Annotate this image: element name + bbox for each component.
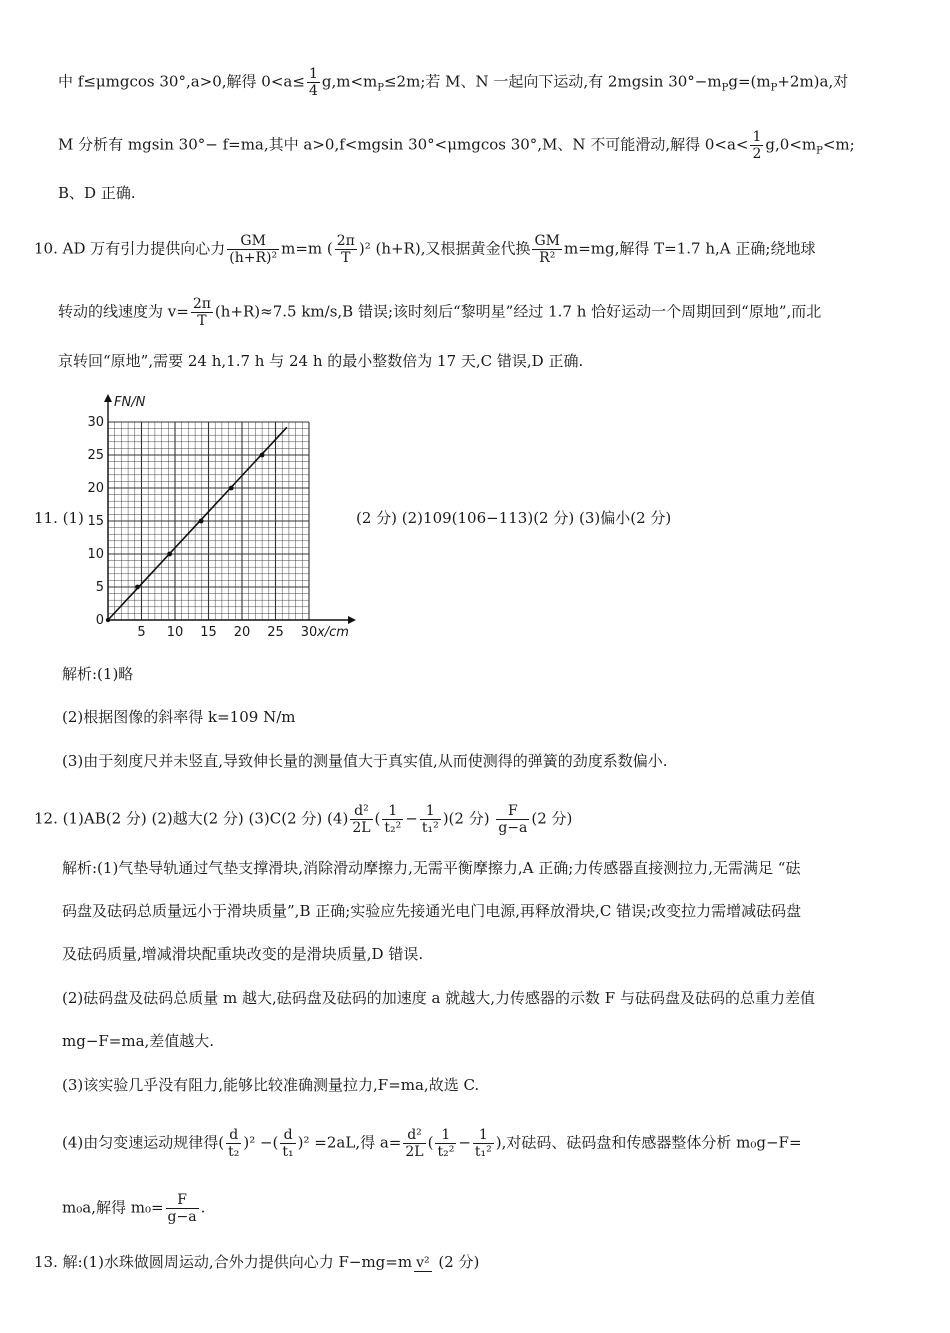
fraction: $\frac{2\pi}{T}$: [192, 296, 211, 329]
question-12-analysis-3: 及砝码质量,增减滑块配重块改变的是滑块质量,D 错误.: [62, 945, 424, 963]
text-line-1: 中 f≤μmgcos 30°,a>0,解得 0<a≤ $\frac{1}{4}$ $g,m<m_P\le 2m$;若 M、N 一起向下运动,有 2mgsin $30^\circ-m_Pg=(m_P+2m)a$,对: [58, 66, 849, 99]
y-tick-label: 25: [87, 448, 104, 463]
fraction: $\frac{GM}{\text{R²}}$: [534, 233, 561, 266]
fraction: $\frac{1}{\text{t₂²}}$: [437, 1127, 455, 1160]
x-axis-arrow: [348, 616, 356, 624]
fraction: $\frac{1}{\text{t₁²}}$: [421, 803, 439, 836]
question-11-label: 11. (1): [34, 509, 84, 527]
fraction: $\frac{F}{g-a}$: [167, 1192, 197, 1225]
x-axis-label: x/cm: [317, 625, 349, 640]
y-axis-arrow: [104, 394, 112, 402]
fraction: $\frac{GM}{\text{(h+R)²}}$: [229, 233, 278, 266]
fraction: $\frac{1}{4}$: [308, 66, 318, 99]
y-tick-label: 5: [95, 580, 104, 595]
text-line-3: B、D 正确.: [58, 184, 136, 202]
question-12-analysis-4: (2)砝码盘及砝码总质量 m 越大,砝码盘及砝码的加速度 a 就越大,力传感器的示数 F 与砝码盘及砝码的总重力差值: [62, 989, 815, 1007]
y-tick-label: 0: [95, 613, 104, 628]
fraction: $\frac{\text{d²}}{2L}$: [405, 1127, 424, 1160]
question-11-answers: (2 分) (2)109(106−113)(2 分) (3)偏小(2 分): [356, 509, 672, 527]
fraction: $\frac{1}{\text{t₁²}}$: [474, 1127, 492, 1160]
question-12-analysis-7: (4)由匀变速运动规律得( $\frac{d}{\text{t₂}}$ )² −( $\frac{d}{\text{t₁}}$ )² =2aL,得 a= $\frac{\text{d²}}{2L}$ ( $\frac{1}{\text{t₂²}}$ − $\frac{1}{\text{t₁²}}$ ),对砝码、砝码盘和传感器整体分析 m₀g−F=: [62, 1127, 802, 1160]
data-point: [106, 618, 110, 622]
fraction: $\frac{2\pi}{T}$: [336, 233, 355, 266]
question-10-line-1: 10. AD 万有引力提供向心力 $\frac{GM}{\text{(h+R)²}}$ m=m ( $\frac{2\pi}{T}$ )² (h+R),又根据黄金代换 $\frac{GM}{\text{R²}}$ m=mg,解得 T=1.7 h,A 正确;绕地球: [34, 233, 816, 266]
question-11-analysis-2: (2)根据图像的斜率得 k=109 N/m: [62, 708, 296, 726]
y-axis-label: FN/N: [114, 395, 146, 410]
question-10-line-2: 转动的线速度为 v= $\frac{2\pi}{T}$ (h+R)≈7.5 km/s,B 错误;该时刻后“黎明星”经过 1.7 h 恰好运动一个周期回到“原地”,而北: [58, 296, 822, 329]
question-13-line-1: 13. 解:(1)水珠做圆周运动,合外力提供向心力 F−mg=m v² (2 分): [34, 1253, 480, 1271]
x-tick-label: 10: [166, 625, 184, 640]
question-12-analysis-2: 码盘及砝码总质量远小于滑块质量”,B 正确;实验应先接通光电门电源,再释放滑块,C 错误;改变拉力需增减砝码盘: [62, 902, 802, 920]
x-tick-label: 15: [200, 625, 217, 640]
y-tick-label: 10: [87, 547, 104, 562]
y-tick-label: 20: [87, 481, 104, 496]
question-10-line-3: 京转回“原地”,需要 24 h,1.7 h 与 24 h 的最小整数倍为 17 天,C 错误,D 正确.: [58, 352, 584, 370]
fraction: $\frac{\text{d²}}{2L}$: [352, 803, 371, 836]
data-point: [167, 552, 172, 557]
fraction: $\frac{1}{2}$: [752, 129, 762, 162]
y-tick-label: 30: [87, 415, 104, 430]
text-line-2: M 分析有 mgsin 30°− f=ma,其中 a>0,f<mgsin 30°<μmgcos 30°,M、N 不可能滑动,解得 0<a< $\frac{1}{2}$ $g,0<m_P<m$;: [58, 129, 855, 162]
x-tick-label: 20: [233, 625, 251, 640]
x-tick-label: 25: [267, 625, 284, 640]
fraction: $\frac{d}{\text{t₂}}$: [228, 1127, 240, 1160]
fraction: $\frac{1}{\text{t₂²}}$: [384, 803, 402, 836]
question-12-analysis-8: m₀a,解得 m₀= $\frac{F}{g-a}$ .: [62, 1192, 206, 1225]
x-tick-label: 5: [137, 625, 146, 640]
question-11-analysis-1: 解析:(1)略: [62, 665, 134, 683]
fraction: $\frac{d}{\text{t₁}}$: [282, 1127, 294, 1160]
question-12-analysis-5: mg−F=ma,差值越大.: [62, 1032, 215, 1050]
data-point: [260, 453, 265, 458]
data-point: [135, 585, 140, 590]
question-12-analysis-6: (3)该实验几乎没有阻力,能够比较准确测量拉力,F=ma,故选 C.: [62, 1076, 480, 1094]
fraction: v²: [416, 1254, 430, 1271]
data-point: [229, 486, 234, 491]
data-point: [199, 519, 204, 524]
spring-force-chart: [87, 392, 362, 642]
x-tick-label: 30: [300, 625, 318, 640]
y-tick-label: 15: [87, 514, 104, 529]
question-12-analysis-1: 解析:(1)气垫导轨通过气垫支撑滑块,消除滑动摩擦力,无需平衡摩擦力,A 正确;力传感器直接测拉力,无需满足 “砝: [62, 859, 801, 877]
question-11-analysis-3: (3)由于刻度尺并未竖直,导致伸长量的测量值大于真实值,从而使测得的弹簧的劲度系数偏小.: [62, 752, 668, 770]
question-12-answers: 12. (1)AB(2 分) (2)越大(2 分) (3)C(2 分) (4) $\frac{\text{d²}}{2L}$ ( $\frac{1}{\text{t₂²}}$ − $\frac{1}{\text{t₁²}}$ )(2 分) $\frac{F}{g-a}$ (2 分): [34, 803, 573, 836]
fraction: $\frac{F}{g-a}$: [498, 803, 528, 836]
